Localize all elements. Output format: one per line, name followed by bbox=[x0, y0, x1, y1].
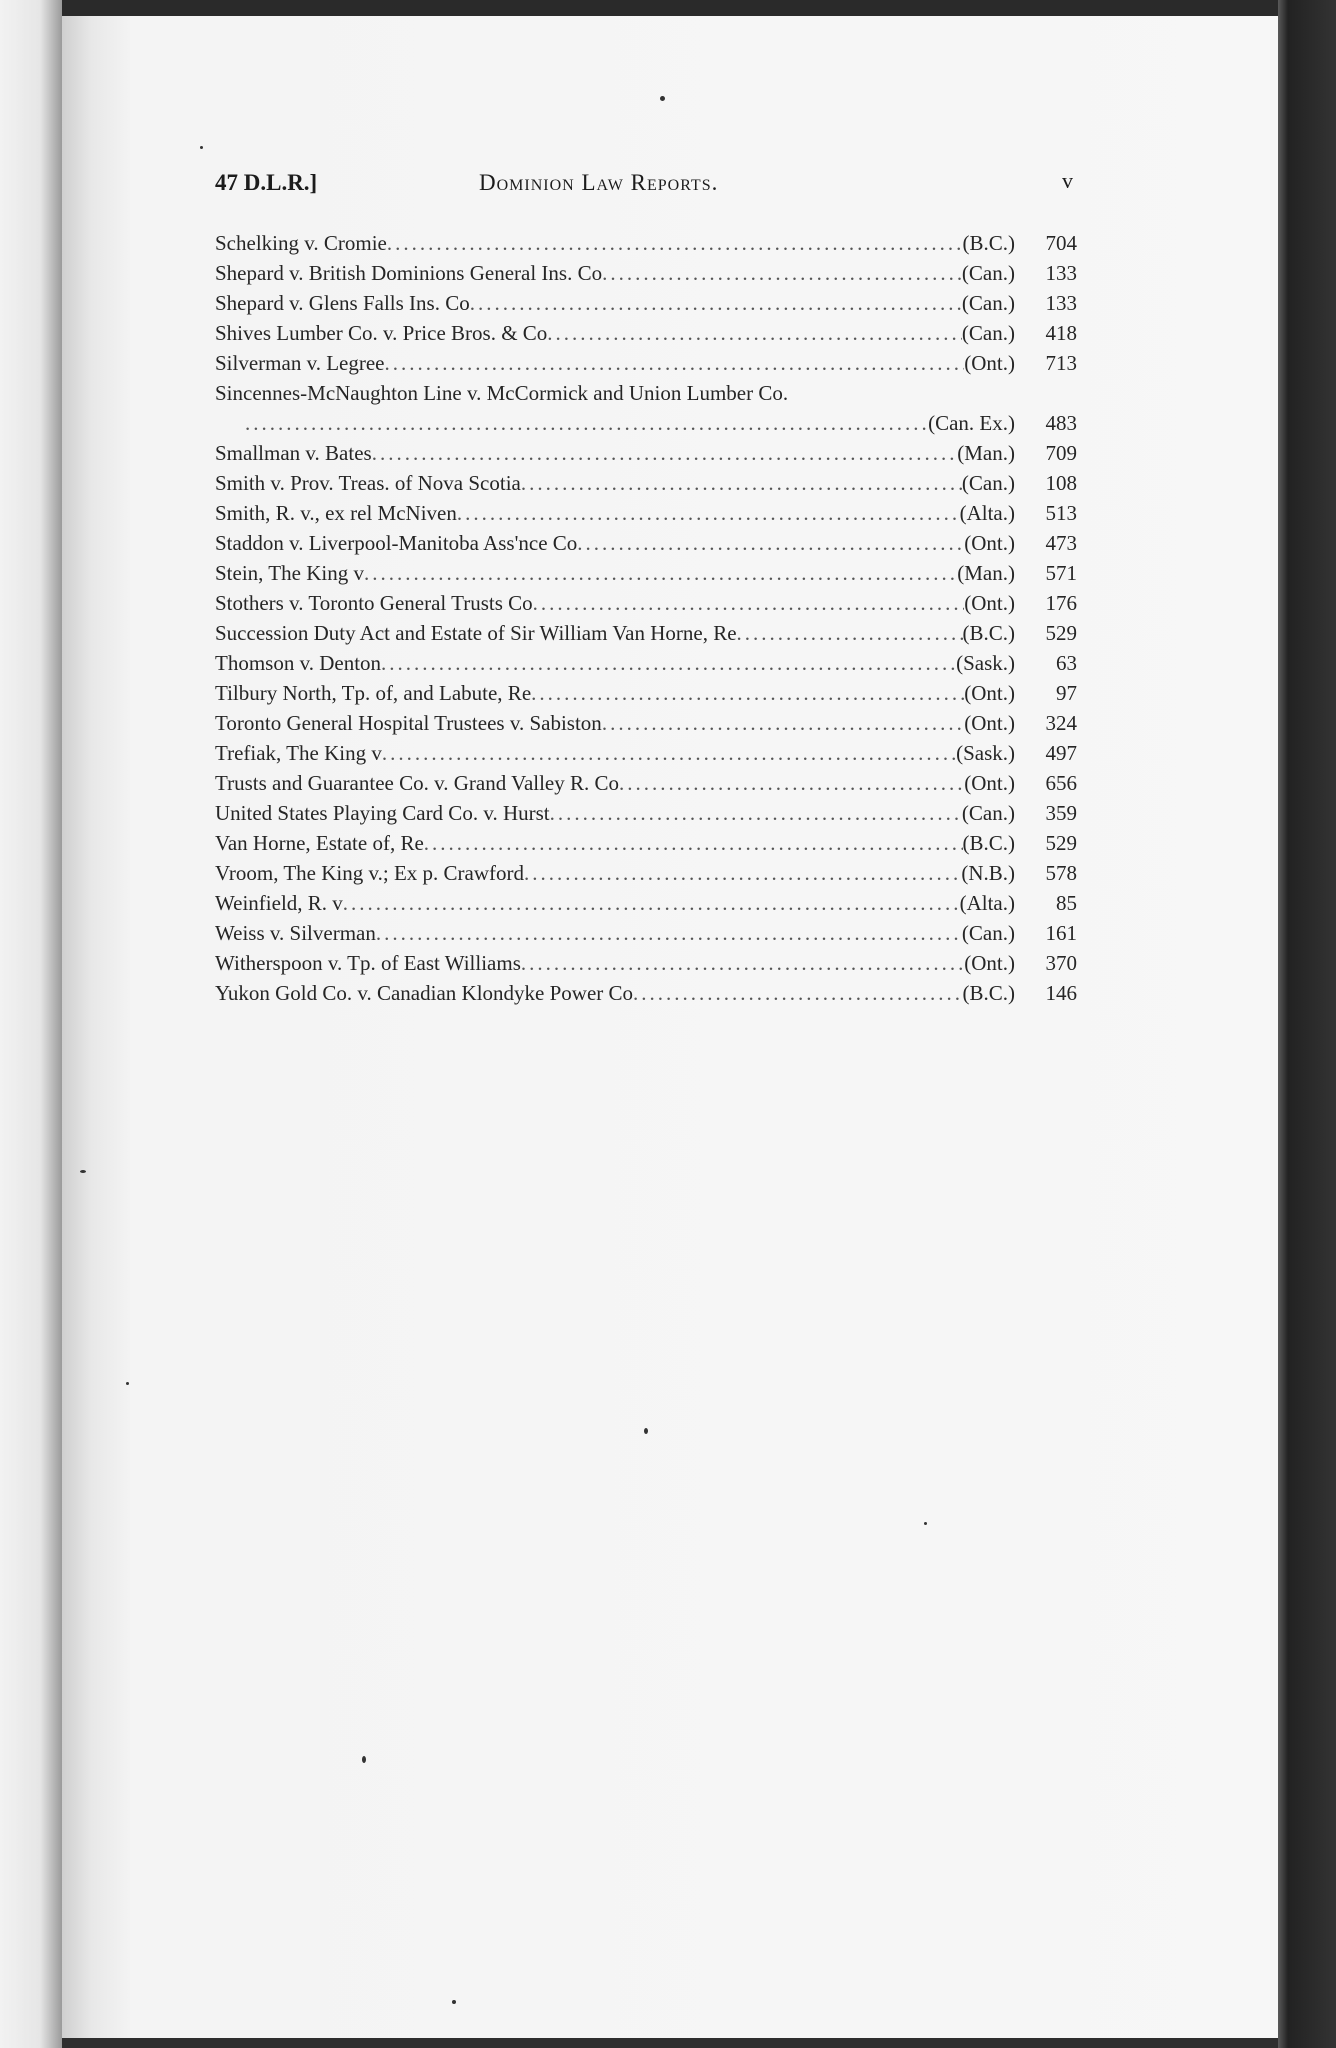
case-page: 97 bbox=[1056, 681, 1077, 705]
case-page: 709 bbox=[1045, 441, 1077, 465]
list-item bbox=[215, 738, 1077, 768]
court-abbrev: (B.C.) bbox=[962, 231, 1015, 255]
list-item bbox=[215, 858, 1077, 888]
case-name: Van Horne, Estate of, Re bbox=[215, 831, 424, 855]
case-name: Shepard v. Glens Falls Ins. Co bbox=[215, 291, 470, 315]
case-name: Sincennes-McNaughton Line v. McCormick and Union Lumber Co. bbox=[215, 381, 789, 405]
dot-leader bbox=[737, 618, 963, 648]
case-page: 578 bbox=[1045, 861, 1077, 885]
court-abbrev: (Alta.) bbox=[959, 891, 1015, 915]
court-abbrev: (Ont.) bbox=[964, 771, 1015, 795]
list-item bbox=[215, 288, 1077, 318]
case-page: 656 bbox=[1045, 771, 1077, 795]
court-abbrev: (Ont.) bbox=[964, 951, 1015, 975]
dot-leader bbox=[577, 528, 964, 558]
case-page: 483 bbox=[1045, 411, 1077, 435]
case-name: Shives Lumber Co. v. Price Bros. & Co bbox=[215, 321, 548, 345]
case-page: 473 bbox=[1045, 531, 1077, 555]
case-page: 108 bbox=[1045, 471, 1077, 495]
case-page: 359 bbox=[1045, 801, 1077, 825]
case-page: 161 bbox=[1045, 921, 1077, 945]
case-page: 497 bbox=[1045, 741, 1077, 765]
dot-leader bbox=[533, 588, 965, 618]
case-page: 133 bbox=[1045, 261, 1077, 285]
case-name: Weinfield, R. v bbox=[215, 891, 343, 915]
case-page: 529 bbox=[1045, 831, 1077, 855]
dot-leader bbox=[457, 498, 960, 528]
list-item bbox=[215, 558, 1077, 588]
scan-speck bbox=[200, 146, 203, 149]
dot-leader bbox=[470, 288, 962, 318]
list-item bbox=[215, 378, 1077, 438]
court-abbrev: (Can.) bbox=[961, 471, 1015, 495]
court-abbrev: (Can.) bbox=[961, 801, 1015, 825]
case-name: Trefiak, The King v bbox=[215, 741, 382, 765]
case-name: Witherspoon v. Tp. of East Williams bbox=[215, 951, 521, 975]
case-name: Stothers v. Toronto General Trusts Co bbox=[215, 591, 533, 615]
list-item bbox=[215, 678, 1077, 708]
case-page: 370 bbox=[1045, 951, 1077, 975]
court-abbrev: (Man.) bbox=[957, 561, 1015, 585]
case-page: 571 bbox=[1045, 561, 1077, 585]
dot-leader bbox=[550, 798, 962, 828]
case-page: 704 bbox=[1045, 231, 1077, 255]
list-item bbox=[215, 648, 1077, 678]
court-abbrev: (Ont.) bbox=[964, 711, 1015, 735]
case-name: Vroom, The King v.; Ex p. Crawford bbox=[215, 861, 525, 885]
dot-leader bbox=[215, 408, 928, 438]
case-name: Staddon v. Liverpool-Manitoba Ass'nce Co bbox=[215, 531, 578, 555]
dot-leader bbox=[376, 918, 962, 948]
dot-leader bbox=[372, 438, 958, 468]
court-abbrev: (Can.) bbox=[961, 321, 1015, 345]
case-name: Succession Duty Act and Estate of Sir William Van Horne, Re bbox=[215, 621, 737, 645]
case-name: Thomson v. Denton bbox=[215, 651, 382, 675]
left-page-margin bbox=[0, 0, 62, 2048]
court-abbrev: (Alta.) bbox=[959, 501, 1015, 525]
court-abbrev: (Can. Ex.) bbox=[928, 411, 1015, 435]
case-page: 63 bbox=[1056, 651, 1077, 675]
case-name: Tilbury North, Tp. of, and Labute, Re bbox=[215, 681, 532, 705]
list-item bbox=[215, 528, 1077, 558]
court-abbrev: (B.C.) bbox=[962, 621, 1015, 645]
court-abbrev: (Sask.) bbox=[956, 651, 1015, 675]
court-abbrev: (Can.) bbox=[961, 291, 1015, 315]
case-name: Yukon Gold Co. v. Canadian Klondyke Power Co bbox=[215, 981, 634, 1005]
dot-leader bbox=[602, 708, 964, 738]
dot-leader bbox=[424, 828, 963, 858]
dot-leader bbox=[619, 768, 964, 798]
case-name: Smith, R. v., ex rel McNiven bbox=[215, 501, 457, 525]
dot-leader bbox=[385, 348, 965, 378]
court-abbrev: (Man.) bbox=[957, 441, 1015, 465]
list-item bbox=[215, 228, 1077, 258]
dot-leader bbox=[381, 648, 956, 678]
dot-leader bbox=[387, 228, 963, 258]
court-abbrev: (B.C.) bbox=[962, 831, 1015, 855]
list-item bbox=[215, 978, 1077, 1008]
list-item bbox=[215, 588, 1077, 618]
case-page: 513 bbox=[1045, 501, 1077, 525]
list-item bbox=[215, 798, 1077, 828]
list-item bbox=[215, 468, 1077, 498]
scan-speck bbox=[452, 2000, 456, 2004]
case-name: Toronto General Hospital Trustees v. Sabiston bbox=[215, 711, 602, 735]
right-book-edge bbox=[1278, 0, 1336, 2048]
scan-speck bbox=[126, 1382, 129, 1385]
list-item bbox=[215, 618, 1077, 648]
list-item bbox=[215, 438, 1077, 468]
case-name: Weiss v. Silverman bbox=[215, 921, 376, 945]
case-name: Stein, The King v bbox=[215, 561, 364, 585]
case-page: 146 bbox=[1045, 981, 1077, 1005]
case-name: Trusts and Guarantee Co. v. Grand Valley R. Co bbox=[215, 771, 620, 795]
case-name: Smith v. Prov. Treas. of Nova Scotia bbox=[215, 471, 521, 495]
case-page: 85 bbox=[1056, 891, 1077, 915]
dot-leader bbox=[521, 468, 962, 498]
case-page: 176 bbox=[1045, 591, 1077, 615]
list-item bbox=[215, 948, 1077, 978]
dot-leader bbox=[364, 558, 957, 588]
volume-label: 47 D.L.R.] bbox=[215, 170, 318, 195]
court-abbrev: (Ont.) bbox=[964, 591, 1015, 615]
case-page: 713 bbox=[1045, 351, 1077, 375]
court-abbrev: (Sask.) bbox=[956, 741, 1015, 765]
case-name: Schelking v. Cromie bbox=[215, 231, 387, 255]
list-item bbox=[215, 348, 1077, 378]
court-abbrev: (Ont.) bbox=[964, 681, 1015, 705]
scan-speck bbox=[80, 1170, 86, 1173]
dot-leader bbox=[343, 888, 960, 918]
top-scan-edge bbox=[0, 0, 1336, 16]
scan-speck bbox=[644, 1428, 648, 1434]
dot-leader bbox=[382, 738, 956, 768]
dot-leader bbox=[547, 318, 962, 348]
scan-speck bbox=[924, 1522, 927, 1525]
case-name: Shepard v. British Dominions General Ins. Co bbox=[215, 261, 603, 285]
case-page: 529 bbox=[1045, 621, 1077, 645]
court-abbrev: (Can.) bbox=[961, 261, 1015, 285]
page-number: v bbox=[1062, 168, 1073, 193]
scan-speck bbox=[660, 96, 665, 101]
list-item bbox=[215, 888, 1077, 918]
dot-leader bbox=[602, 258, 962, 288]
dot-leader bbox=[531, 678, 964, 708]
court-abbrev: (N.B.) bbox=[961, 861, 1015, 885]
case-page: 324 bbox=[1045, 711, 1077, 735]
list-item bbox=[215, 318, 1077, 348]
running-header bbox=[215, 168, 1075, 208]
list-item bbox=[215, 258, 1077, 288]
court-abbrev: (Can.) bbox=[961, 921, 1015, 945]
court-abbrev: (B.C.) bbox=[962, 981, 1015, 1005]
dot-leader bbox=[521, 948, 964, 978]
list-item bbox=[215, 708, 1077, 738]
dot-leader bbox=[633, 978, 962, 1008]
page-title: Dominion Law Reports. bbox=[479, 170, 719, 195]
case-name: Silverman v. Legree bbox=[215, 351, 385, 375]
case-name: United States Playing Card Co. v. Hurst bbox=[215, 801, 550, 825]
case-name: Smallman v. Bates bbox=[215, 441, 372, 465]
court-abbrev: (Ont.) bbox=[964, 531, 1015, 555]
case-index-list bbox=[215, 228, 1077, 1008]
court-abbrev: (Ont.) bbox=[964, 351, 1015, 375]
list-item bbox=[215, 918, 1077, 948]
dot-leader bbox=[524, 858, 961, 888]
list-item bbox=[215, 498, 1077, 528]
case-page: 418 bbox=[1045, 321, 1077, 345]
list-item bbox=[215, 768, 1077, 798]
scan-speck bbox=[362, 1756, 366, 1763]
case-page: 133 bbox=[1045, 291, 1077, 315]
list-item bbox=[215, 828, 1077, 858]
